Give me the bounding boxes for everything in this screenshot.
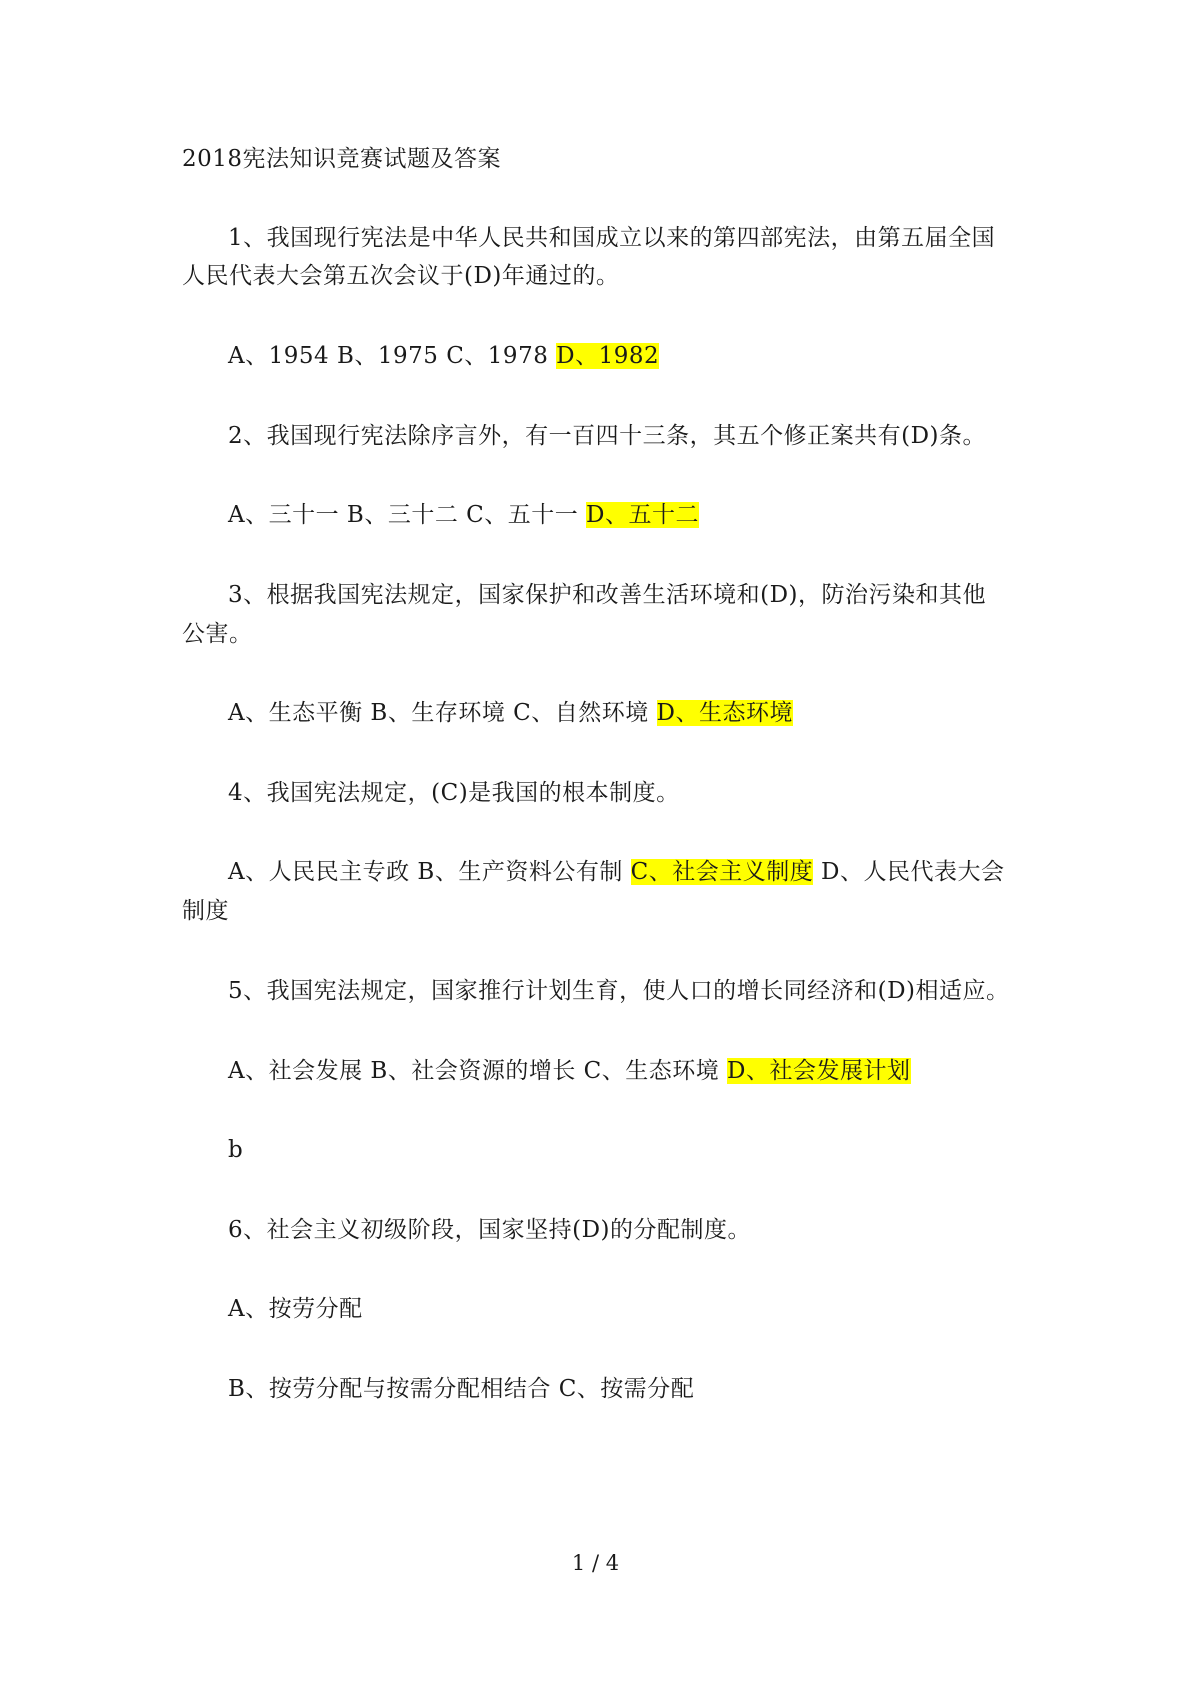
question-4-options	[228, 855, 1005, 889]
document-title: 2018宪法知识竞赛试题及答案	[182, 146, 502, 172]
question-3-options	[228, 696, 793, 730]
question-5-answer-highlight: D、社会发展计划	[727, 1058, 911, 1084]
question-3-answer-highlight: D、生态环境	[656, 700, 793, 726]
question-2-answer-highlight: D、五十二	[586, 502, 699, 528]
question-1-answer-highlight: D、1982	[556, 343, 660, 369]
question-6-option-a: A、按劳分配	[228, 1296, 363, 1322]
question-4-options-before: A、人民民主专政 B、生产资料公有制	[228, 859, 631, 885]
question-1-text: 1、我国现行宪法是中华人民共和国成立以来的第四部宪法，由第五届全国	[228, 225, 996, 251]
question-5-options-plain: A、社会发展 B、社会资源的增长 C、生态环境	[228, 1058, 728, 1084]
question-6-option-bc: B、按劳分配与按需分配相结合 C、按需分配	[228, 1376, 695, 1402]
question-1-options-plain: A、1954 B、1975 C、1978	[228, 343, 557, 369]
question-6-text: 6、社会主义初级阶段，国家坚持(D)的分配制度。	[228, 1217, 752, 1243]
question-2-text: 2、我国现行宪法除序言外，有一百四十三条，其五个修正案共有(D)条。	[228, 423, 987, 449]
question-3-options-plain: A、生态平衡 B、生存环境 C、自然环境	[228, 700, 657, 726]
question-5-options	[228, 1054, 911, 1088]
question-4-options-after: D、人民代表大会	[813, 859, 1005, 885]
question-5-text: 5、我国宪法规定，国家推行计划生育，使人口的增长同经济和(D)相适应。	[228, 978, 1010, 1004]
question-3-text: 3、根据我国宪法规定，国家保护和改善生活环境和(D)，防治污染和其他	[228, 582, 987, 608]
page-number: 1 / 4	[571, 1551, 620, 1575]
stray-character: b	[228, 1137, 244, 1163]
question-4-options-cont: 制度	[182, 898, 229, 924]
question-3-text-cont: 公害。	[182, 621, 253, 647]
question-4-answer-highlight: C、社会主义制度	[630, 859, 814, 885]
question-2-options	[228, 498, 699, 532]
question-1-options	[228, 339, 659, 373]
question-4-text: 4、我国宪法规定，(C)是我国的根本制度。	[228, 780, 680, 806]
question-1-text-cont: 人民代表大会第五次会议于(D)年通过的。	[182, 263, 620, 289]
question-2-options-plain: A、三十一 B、三十二 C、五十一	[228, 502, 587, 528]
